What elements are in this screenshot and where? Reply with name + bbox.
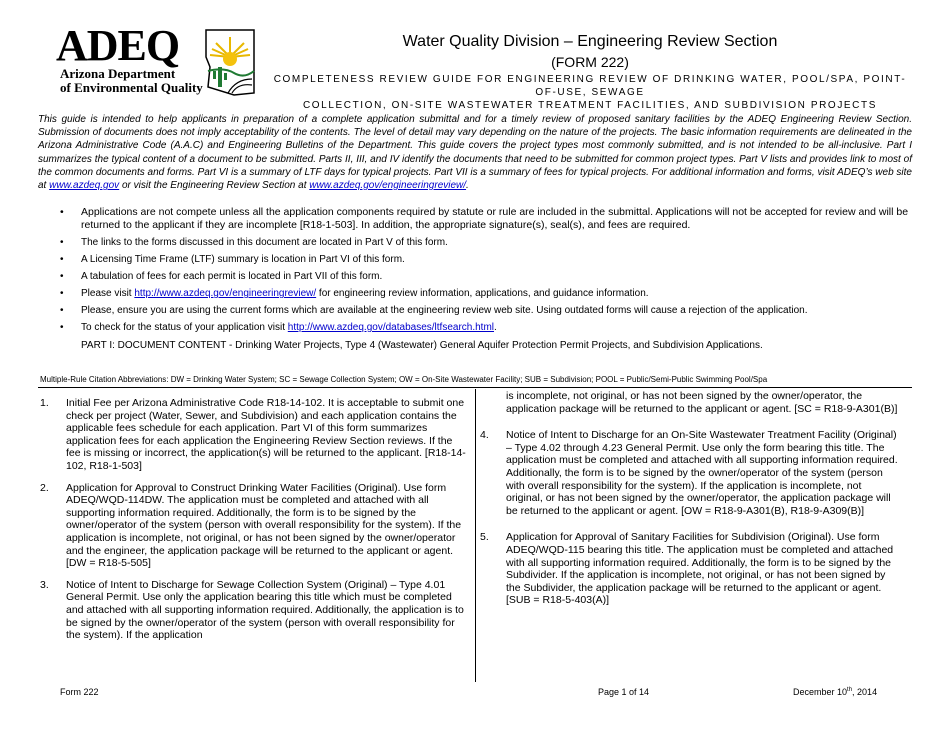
item-text: is incomplete, not original, or has not been signed by the owner/operator, the application package will be returned to the applicant or agent. [SC = R18-9-A301(B)] [506,390,898,415]
list-item [60,206,920,232]
abbreviations-legend: Multiple-Rule Citation Abbreviations: DW = Drinking Water System; SC = Sewage Collection System; OW = On-Site Wastewater Facility; SUB = Subdivision; POOL = Public/Semi-Public Swimming Pool/Spa [40,375,768,384]
item-number: 4. [480,429,489,442]
item-text: Application for Approval of Sanitary Facilities for Subdivision (Original). Use form ADEQ/WQD-115 bearing this title. The application must be completed and attached with all supporting information required. Additionally, the form is to be signed by the Subdivider. If the application is incomplete, not original, or has not been signed by the Subdivider, the application package will be returned to the applicant or agent. [SUB = R18-5-403(A)] [506,531,894,607]
intro-text: This guide is intended to help applicants in preparation of a complete application submittal and for a timely review of proposed sanitary facilities by the ADEQ Engineering Review Section. Submission of documents does not imply acceptability of the contents. The level of detail may vary depending on the nature of the projects. The basic information requirements are delineated in the Arizona Administrative Code (A.A.C) and Engineering Bulletins of the Department. This guide covers the project types most commonly submitted, and is not intended to be all-inclusive. Part I summarizes the typical content of a document to be submitted. Parts II, III, and IV identify the documents that need to be submitted for common project types. Part V lists and provides link to most of the common documents and forms. Part VI is a summary of LTF days for typical projects. Part VII is a summary of fees for typical projects. For additional information and forms, visit ADEQ’s web site at [38,114,912,192]
list-item [60,270,920,283]
requirements-list [60,206,920,338]
intro-end: . [466,180,469,192]
engineering-review-url-link[interactable]: http://www.azdeq.gov/engineeringreview/ [134,288,317,299]
item-number: 2. [40,481,49,494]
intro-mid: or visit the Engineering Review Section at [119,180,310,192]
adeq-logo [56,21,256,97]
document-item [40,397,468,473]
item-text: Notice of Intent to Discharge for an On-Site Wastewater Treatment Facility (Original) – Type 4.02 through 4.23 General Permit. Use only the form bearing this title. The application must be completed and attached with all supporting information required. Additionally, the form is to be signed by the owner/operator of the system (person with overall responsibility for the system). If the application is incomplete, not original, or has not been signed by the owner/operator, the application package will be returned to the applicant or agent. [OW = R18-9-A301(B), R18-9-A309(B)] [506,429,898,517]
divider [38,387,912,388]
item-text: Notice of Intent to Discharge for Sewage Collection System (Original) – Type 4.01 General Permit. Use only the application bearing this title which must be completed and attached with all supporting information required. Additionally, the application is to be signed by the owner/operator of the system (person with overall responsibility for the system). If the application [66,578,464,642]
item-number: 3. [40,578,49,591]
list-item [60,304,920,317]
page-number: Page 1 of 14 [598,687,650,697]
footer-form: Form 222 [60,687,99,697]
document-item [480,531,900,607]
form-number: (FORM 222) [551,54,629,70]
bullet-text: Please visit [81,288,135,299]
subtitle-line-2: COLLECTION, ON-SITE WASTEWATER TREATMENT FACILITIES, AND SUBDIVISION PROJECTS [302,100,877,111]
bullet-text: Applications are not compete unless all the application components required by statute or rule are included in the submittal. Applications will not be accepted for review and will be returned to the applicant if they are incomplete [R18-1-503]. In addition, the appropriate signature(s), seal(s), and fees are required. [81,206,909,231]
list-item [60,287,920,300]
list-item [60,321,920,334]
footer-date [793,687,877,697]
item-text: Initial Fee per Arizona Administrative Code R18-14-102. It is acceptable to submit one check per project (Water, Sewer, and Subdivision) and each application contains the applicable fees schedule for each application. Part VI of this form summarizes application fees for each application the Engineering Review Section reviews. If the fee is missing or incorrect, the application(s) will be returned to the applicant. [R18-14-102, R18-1-503] [66,397,466,472]
logo-line-1: Arizona Department [60,66,176,81]
left-column [40,397,468,651]
bullet-text: Please, ensure you are using the current forms which are available at the engineering review web site. Using outdated forms will cause a rejection of the application. [81,305,808,316]
intro-paragraph [38,113,912,192]
document-item [40,482,468,570]
column-divider [475,389,476,682]
document-item [480,429,900,517]
item-text: Application for Approval to Construct Drinking Water Facilities (Original). Use form ADEQ/WQD-114DW. The application must be completed and attached with all supporting information required. Additionally, the form is to be signed by the owner/operator of the system (person with overall responsibility for the system). If the application is incomplete, not original, or has not been signed by the owner/operator and the engineer, the application package will be returned to the applicant or agent. [DW = R18-5-505] [66,481,462,570]
logo-wordmark: ADEQ [56,21,180,70]
bullet-text: A tabulation of fees for each permit is located in Part VII of this form. [81,271,383,282]
document-item [40,579,468,642]
date-suffix: th [847,687,853,693]
bullet-text: The links to the forms discussed in this document are located in Part V of this form. [81,237,448,248]
date-year: , 2014 [852,687,878,697]
part1-heading: PART I: DOCUMENT CONTENT - Drinking Water Projects, Type 4 (Wastewater) General Aquifer Protection Permit Projects, and Subdivision Applications. [81,340,763,351]
page-title: Water Quality Division – Engineering Review Section [402,33,778,50]
bullet-text: . [494,322,497,333]
ltf-search-link[interactable]: http://www.azdeq.gov/databases/ltfsearch.html [287,322,495,333]
adeq-website-link[interactable]: www.azdeq.gov [49,180,120,192]
engineering-review-link[interactable]: www.azdeq.gov/engineeringreview/ [309,180,467,192]
item-number: 5. [480,531,489,544]
item-number: 1. [40,397,49,409]
subtitle-line-1: COMPLETENESS REVIEW GUIDE FOR ENGINEERING REVIEW OF DRINKING WATER, POOL/SPA, POINT-OF-USE, SEWAGE [273,74,907,98]
right-column [480,390,900,616]
document-subtitle [270,73,910,112]
list-item [60,253,920,266]
logo-line-2: of Environmental Quality [60,80,203,95]
bullet-text: A Licensing Time Frame (LTF) summary is location in Part VI of this form. [81,254,405,265]
bullet-text: To check for the status of your application visit [81,322,288,333]
bullet-text: for engineering review information, applications, and guidance information. [316,288,649,299]
date-text: December 10 [793,687,848,697]
document-item-continued [480,390,900,415]
list-item [60,236,920,249]
arizona-sun-cactus-icon [204,27,258,97]
